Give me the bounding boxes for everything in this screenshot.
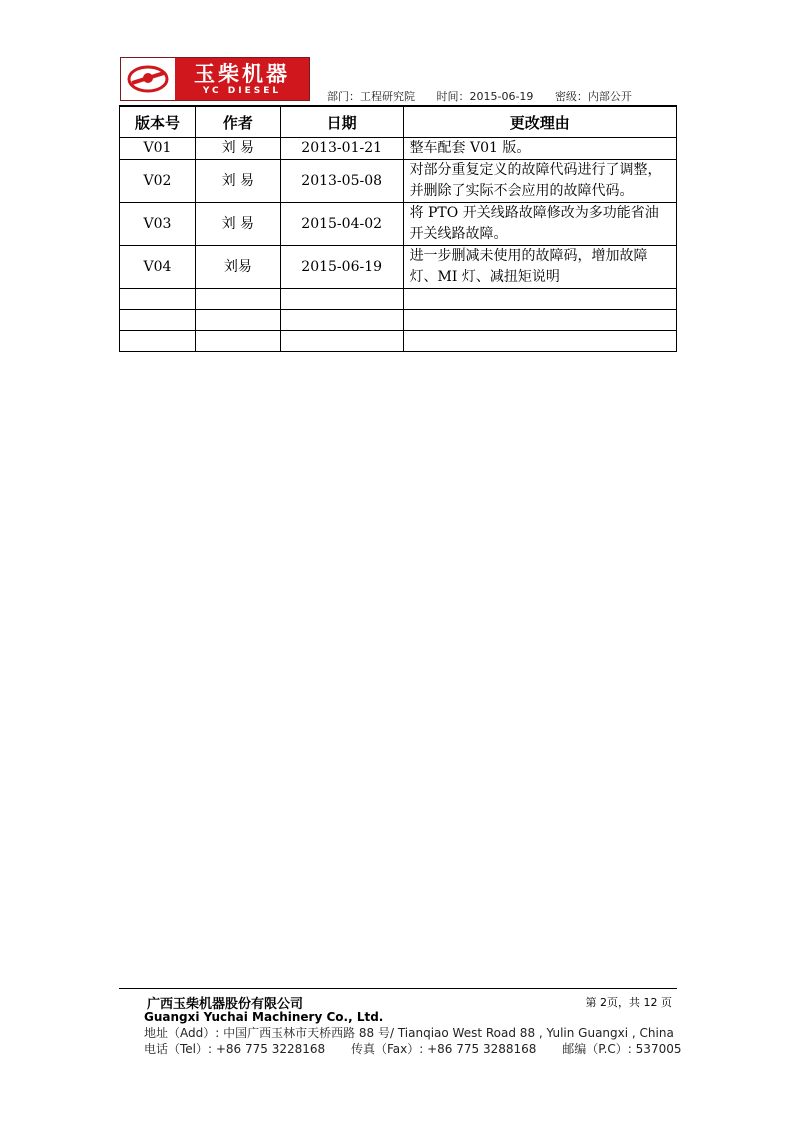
table-row-empty <box>120 310 677 331</box>
header-version: 版本号 <box>120 106 196 138</box>
yuchai-emblem-icon <box>121 58 175 100</box>
cell-reason: 进一步删减未使用的故障码，增加故障灯、MI 灯、减扭矩说明 <box>403 246 676 289</box>
cell-version: V04 <box>120 246 196 289</box>
company-address: 地址（Add）: 中国广西玉林市天桥西路 88 号/ Tianqiao West Road 88 , Yulin Guangxi , China <box>144 1026 674 1040</box>
postcode: 邮编（P.C）: 537005 <box>562 1042 682 1056</box>
logo-cn-text: 玉柴机器 <box>194 61 290 86</box>
cell-reason: 将 PTO 开关线路故障修改为多功能省油开关线路故障。 <box>403 203 676 246</box>
cell-date: 2013-05-08 <box>280 160 403 203</box>
cell-version: V03 <box>120 203 196 246</box>
table-row <box>120 138 677 160</box>
cell-author: 刘 易 <box>195 138 280 160</box>
cell-reason: 对部分重复定义的故障代码进行了调整，并删除了实际不会应用的故障代码。 <box>403 160 676 203</box>
fax: 传真（Fax）: +86 775 3288168 <box>351 1042 537 1056</box>
header-reason: 更改理由 <box>403 106 676 138</box>
cell-author: 刘 易 <box>195 160 280 203</box>
logo-wordmark <box>175 58 309 100</box>
header-date: 日期 <box>280 106 403 138</box>
cell-version: V01 <box>120 138 196 160</box>
cell-date: 2015-06-19 <box>280 246 403 289</box>
table-row-empty <box>120 289 677 310</box>
page-number: 第 2页，共 12 页 <box>585 996 672 1009</box>
cell-reason: 整车配套 V01 版。 <box>403 138 676 160</box>
header-author: 作者 <box>195 106 280 138</box>
department-label: 部门：工程研究院 <box>327 90 415 103</box>
cell-date: 2013-01-21 <box>280 138 403 160</box>
table-row <box>120 246 677 289</box>
revision-table <box>119 105 677 352</box>
table-row-empty <box>120 331 677 352</box>
date-label: 时间：2015-06-19 <box>436 90 534 103</box>
telephone: 电话（Tel）: +86 775 3228168 <box>144 1042 326 1056</box>
company-name-cn: 广西玉柴机器股份有限公司 <box>147 997 304 1012</box>
logo-en-text: YC DIESEL <box>202 85 282 96</box>
cell-author: 刘 易 <box>195 203 280 246</box>
company-logo <box>120 57 310 101</box>
footer-divider <box>119 988 677 989</box>
header-meta <box>327 88 632 104</box>
cell-date: 2015-04-02 <box>280 203 403 246</box>
company-contact <box>144 1040 681 1057</box>
table-row <box>120 160 677 203</box>
company-name-en: Guangxi Yuchai Machinery Co., Ltd. <box>144 1010 384 1024</box>
cell-version: V02 <box>120 160 196 203</box>
cell-author: 刘易 <box>195 246 280 289</box>
table-row <box>120 203 677 246</box>
security-label: 密级：内部公开 <box>554 90 632 103</box>
table-header-row <box>120 106 677 138</box>
